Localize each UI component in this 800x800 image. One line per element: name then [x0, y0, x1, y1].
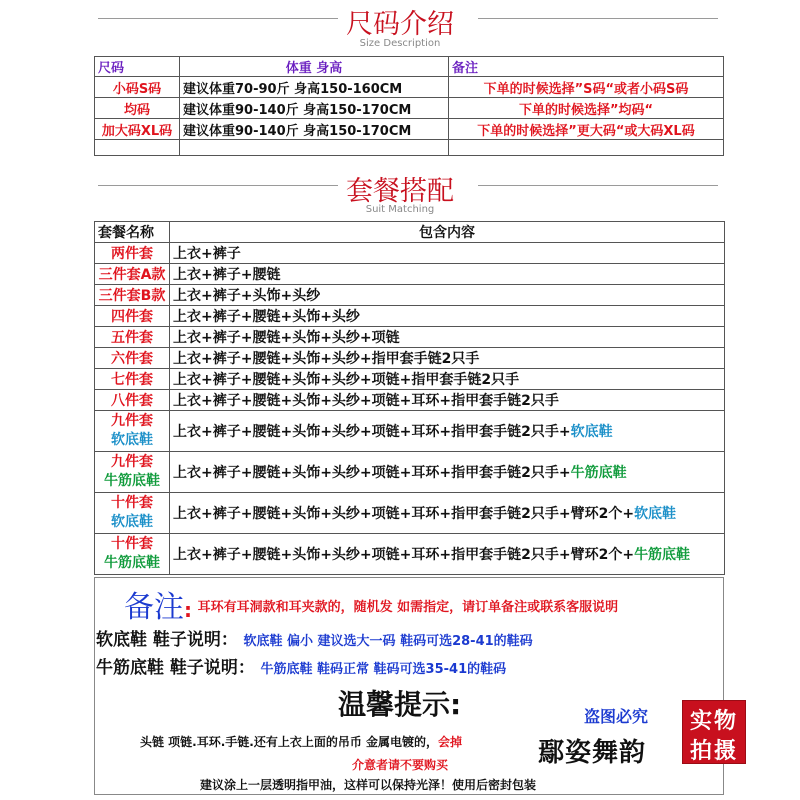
- suit-name: 两件套: [95, 243, 170, 264]
- remarks-heading-text: 备注: [124, 590, 184, 625]
- earring-note: 耳环有耳洞款和耳夹款的，随机发 如需指定，请订单备注或联系客服说明: [197, 600, 619, 615]
- remarks-heading: [124, 582, 618, 626]
- table-row: [95, 390, 725, 411]
- suit-name: 九件套: [111, 454, 153, 470]
- table-row: [95, 327, 725, 348]
- size-header-note: 备注: [449, 57, 724, 77]
- warm-tips-line3: 建议涂上一层透明指甲油，这样可以保持光泽！使用后密封包装: [200, 778, 537, 792]
- suit-name: 七件套: [95, 369, 170, 390]
- size-name: 小码S码: [95, 77, 180, 98]
- suit-content: 上衣+裤子+腰链+头饰+头纱+项链+耳环+指甲套手链2只手+臂环2个+: [173, 547, 635, 563]
- size-name: 加大码XL码: [95, 119, 180, 140]
- suit-content: 上衣+裤子+腰链+头饰+头纱: [170, 306, 725, 327]
- table-row: [95, 285, 725, 306]
- size-table-header: [95, 57, 724, 77]
- soft-shoe-line: [96, 625, 533, 650]
- size-table: [94, 56, 724, 156]
- real-photo-seal: [682, 700, 746, 764]
- suit-name: 六件套: [95, 348, 170, 369]
- suit-content: 上衣+裤子+腰链+头饰+头纱+项链+耳环+指甲套手链2只手+: [173, 465, 571, 481]
- suit-content: 上衣+裤子+腰链+头饰+头纱+项链+耳环+指甲套手链2只手: [170, 390, 725, 411]
- table-row: [95, 534, 725, 575]
- suit-section-title: 套餐搭配: [346, 176, 454, 207]
- size-section-subtitle: Size Description: [359, 38, 441, 49]
- suit-content-shoe: 软底鞋: [634, 506, 677, 522]
- table-row: [95, 306, 725, 327]
- suit-content: 上衣+裤子+腰链: [170, 264, 725, 285]
- suit-name: 十件套: [111, 536, 153, 552]
- table-row: [95, 243, 725, 264]
- size-header-spec: 体重 身高: [180, 57, 449, 77]
- table-row: [95, 77, 724, 98]
- warm-tips-line1: [140, 733, 462, 750]
- table-row: [95, 348, 725, 369]
- suit-name: 四件套: [95, 306, 170, 327]
- suit-header-name: 套餐名称: [95, 222, 170, 243]
- suit-content: 上衣+裤子+腰链+头饰+头纱+项链+指甲套手链2只手: [170, 369, 725, 390]
- beef-shoe-line: [96, 653, 506, 678]
- beef-shoe-label: 牛筋底鞋 鞋子说明：: [96, 658, 255, 678]
- real-photo-seal-top: 实物: [689, 709, 738, 734]
- suit-table-header: [95, 222, 725, 243]
- size-note: 下单的时候选择”S码“或者小码S码: [449, 77, 724, 98]
- suit-header-content: 包含内容: [170, 222, 725, 243]
- warm-tips-line2: 介意者请不要购买: [351, 758, 448, 772]
- table-row: [95, 119, 724, 140]
- suit-content: 上衣+裤子: [170, 243, 725, 264]
- warm-tips-heading: 温馨提示:: [338, 688, 462, 721]
- suit-name: 九件套: [111, 413, 153, 429]
- suit-shoe-type: 牛筋底鞋: [104, 473, 160, 489]
- suit-content: 上衣+裤子+腰链+头饰+头纱+项链+耳环+指甲套手链2只手+臂环2个+: [173, 506, 635, 522]
- suit-table: [94, 221, 725, 575]
- warm-tips-line1-black: 头链 项链.耳环.手链.还有上衣上面的吊币 金属电镀的，: [140, 735, 439, 749]
- remarks-colon: :: [184, 598, 192, 622]
- table-row: [95, 264, 725, 285]
- suit-shoe-type: 牛筋底鞋: [104, 555, 160, 571]
- suit-content-shoe: 软底鞋: [570, 424, 613, 440]
- suit-name: 五件套: [95, 327, 170, 348]
- size-spec: 建议体重90-140斤 身高150-170CM: [180, 119, 449, 140]
- table-row: [95, 452, 725, 493]
- shop-name: 鄢姿舞韵: [538, 738, 647, 768]
- suit-content-shoe: 牛筋底鞋: [570, 465, 627, 481]
- table-row-empty: [95, 140, 724, 156]
- suit-content: 上衣+裤子+腰链+头饰+头纱+项链: [170, 327, 725, 348]
- soft-shoe-label: 软底鞋 鞋子说明：: [96, 630, 238, 650]
- size-section-title: 尺码介绍: [346, 9, 454, 40]
- suit-content-shoe: 牛筋底鞋: [634, 547, 691, 563]
- suit-content: 上衣+裤子+头饰+头纱: [170, 285, 725, 306]
- size-spec: 建议体重70-90斤 身高150-160CM: [180, 77, 449, 98]
- size-header-size: 尺码: [95, 57, 180, 77]
- size-name: 均码: [95, 98, 180, 119]
- table-row: [95, 98, 724, 119]
- table-row: [95, 369, 725, 390]
- warm-tips-line1-red: 会掉: [438, 735, 463, 749]
- size-note: 下单的时候选择”均码“: [449, 98, 724, 119]
- suit-name: 三件套B款: [95, 285, 170, 306]
- suit-name: 八件套: [95, 390, 170, 411]
- suit-name: 十件套: [111, 495, 153, 511]
- suit-content: 上衣+裤子+腰链+头饰+头纱+指甲套手链2只手: [170, 348, 725, 369]
- suit-shoe-type: 软底鞋: [111, 514, 153, 530]
- size-spec: 建议体重90-140斤 身高150-170CM: [180, 98, 449, 119]
- real-photo-seal-bottom: 拍摄: [689, 739, 738, 764]
- suit-section-subtitle: Suit Matching: [365, 204, 435, 215]
- table-row: [95, 411, 725, 452]
- suit-shoe-type: 软底鞋: [111, 432, 153, 448]
- size-note: 下单的时候选择”更大码“或大码XL码: [449, 119, 724, 140]
- soft-shoe-text: 软底鞋 偏小 建议选大一码 鞋码可选28-41的鞋码: [243, 634, 533, 649]
- table-row: [95, 493, 725, 534]
- beef-shoe-text: 牛筋底鞋 鞋码正常 鞋码可选35-41的鞋码: [260, 662, 507, 677]
- suit-content: 上衣+裤子+腰链+头饰+头纱+项链+耳环+指甲套手链2只手+: [173, 424, 571, 440]
- anti-theft-text: 盗图必究: [584, 707, 649, 726]
- suit-name: 三件套A款: [95, 264, 170, 285]
